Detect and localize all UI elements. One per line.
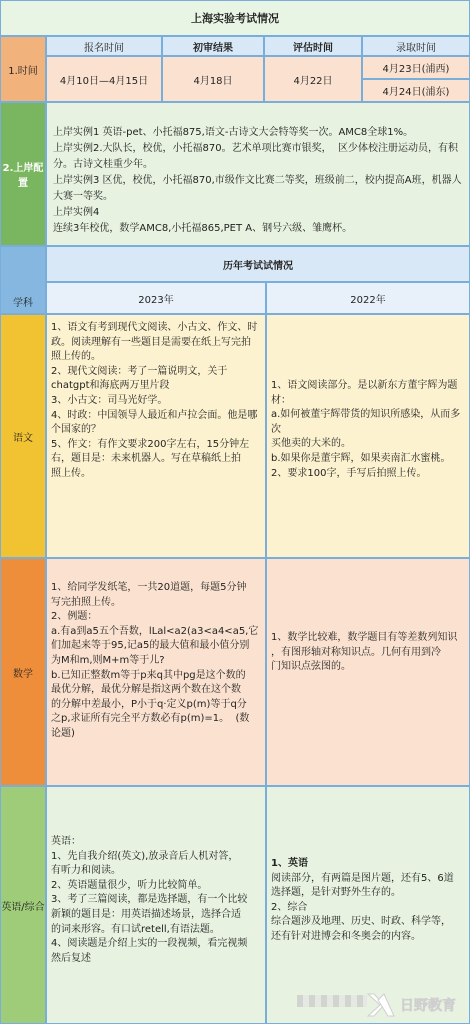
evaluation-date: 4月22日 — [264, 56, 362, 102]
english-2023-text: 英语： 1、先自我介绍(英文),放录音后人机对答， 有听力和阅读。 2、英语题量很少，听力比较简单。 3、考了三篇阅读，都是选择题，有一个比较 新颖的题目是：用英语描述场景，选择合适 的词来形容。有口试retell,有语法题。 4、阅读题是介绍上实的一段视频，看完视频 然后复述 — [51, 836, 248, 964]
blurred-text — [297, 995, 367, 1007]
schedule-row-label: 1.时间 — [0, 36, 46, 102]
english-2022 — [266, 786, 470, 1024]
year-2023-header: 2023年 — [46, 282, 266, 314]
english-2023 — [46, 786, 266, 1024]
history-title: 历年考试试情况 — [46, 246, 470, 282]
admission-date-puxi: 4月23日(浦西) — [362, 56, 470, 79]
config-content — [46, 102, 470, 246]
header-review: 初审结果 — [162, 36, 264, 56]
config-line: 上岸实例4 — [53, 207, 100, 218]
config-row-label: 2.上岸配置 — [0, 102, 46, 246]
config-line: 分。古诗文桂重少年。 — [53, 159, 153, 170]
config-line: 上岸实例3 区优，校优，小托福870,市级作文比赛二等奖，班级前二，校内提高A班，机器人大赛一等奖。 — [53, 175, 462, 202]
page-title: 上海实验考试情况 — [0, 0, 470, 36]
english-2022-heading: 1、英语 — [271, 858, 308, 869]
math-2022-text: 1、数学比较难，数学题目有等差数列知识 ，有图形轴对称知识点。几何有用到冷 门知识点弦图的。 — [271, 632, 458, 673]
chinese-2023 — [46, 314, 266, 558]
watermark-logo — [366, 990, 460, 1020]
admission-date-pudong: 4月24日(浦东) — [362, 79, 470, 102]
math-2022 — [266, 558, 470, 786]
registration-date: 4月10日—4月15日 — [46, 56, 162, 102]
subject-english: 英语/综合 — [0, 786, 46, 1024]
config-line: 上岸实例1 英语-pet、小托福875,语文-古诗文大会特等奖一次。AMC8全球1%。 — [53, 127, 414, 138]
subject-math: 数学 — [0, 558, 46, 786]
config-line: 连续3年校优，数学AMC8,小托福865,PET A、钢号六级、雏鹰杯。 — [53, 223, 353, 234]
header-registration: 报名时间 — [46, 36, 162, 56]
math-2023 — [46, 558, 266, 786]
english-2022-text: 阅读部分，有两篇是图片题，还有5、6道 选择题，是针对野外生存的。 2、综合 综合题涉及地理、历史、时政、科学等， 还有针对进博会和冬奥会的内容。 — [271, 872, 454, 942]
year-2022-header: 2022年 — [266, 282, 470, 314]
subject-chinese: 语文 — [0, 314, 46, 558]
subject-header: 学科 — [0, 246, 46, 314]
chinese-2023-text: 1、语文有考到现代文阅读、小古文、作文、时 政。阅读理解有一些题目是需要在纸上写完拍 照上传的。 2、现代文阅读：考了一篇说明文，关于 chatgpt和海底两万里片段 3、小古文：司马光好学。 4、时政：中国领导人最近和卢拉会面。他是哪 个国家的？ 5、作文：有作文要求200字左右，15分钟左 右，题目是：未来机器人。写在草稿纸上拍 照上传。 — [51, 322, 258, 479]
chinese-2022 — [266, 314, 470, 558]
math-2023-text: 1、给同学发纸笔，一共20道题，每题5分钟 写完拍照上传。 2、例题： a.有a到a5五个吾数，lLal<a2(a3<a4<a5,它 们加起来等于95,记a5的最大值和最小值分别 为M和m,则M+m等于儿? b.已知正整数m等于p来q其中pg是这个数的 最优分解，最优分解是指这两个数在这个数 的分解中差最小，P小于q·定义p(m)等于q分 之p,求证所有完全平方数必有p(m)=1。 (数 论题) — [51, 582, 259, 739]
review-date: 4月18日 — [162, 56, 264, 102]
header-admission: 录取时间 — [362, 36, 470, 56]
chinese-2022-text: 1、语文阅读部分。是以新东方董宇辉为题材： a.如何被董宇辉带货的知识所感染，从而多次 买他卖的大米的。 b.如果你是董宇辉，如果卖南汇水蜜桃。 2、要求100字，手写后拍照上传。 — [271, 380, 461, 479]
header-evaluation: 评估时间 — [264, 36, 362, 56]
config-line: 上岸实例2.大队长，校优，小托福870。艺术单项比赛市银奖， 区少体校注册运动员，有积 — [53, 143, 458, 154]
watermark-text: 日野教育 — [400, 998, 456, 1014]
